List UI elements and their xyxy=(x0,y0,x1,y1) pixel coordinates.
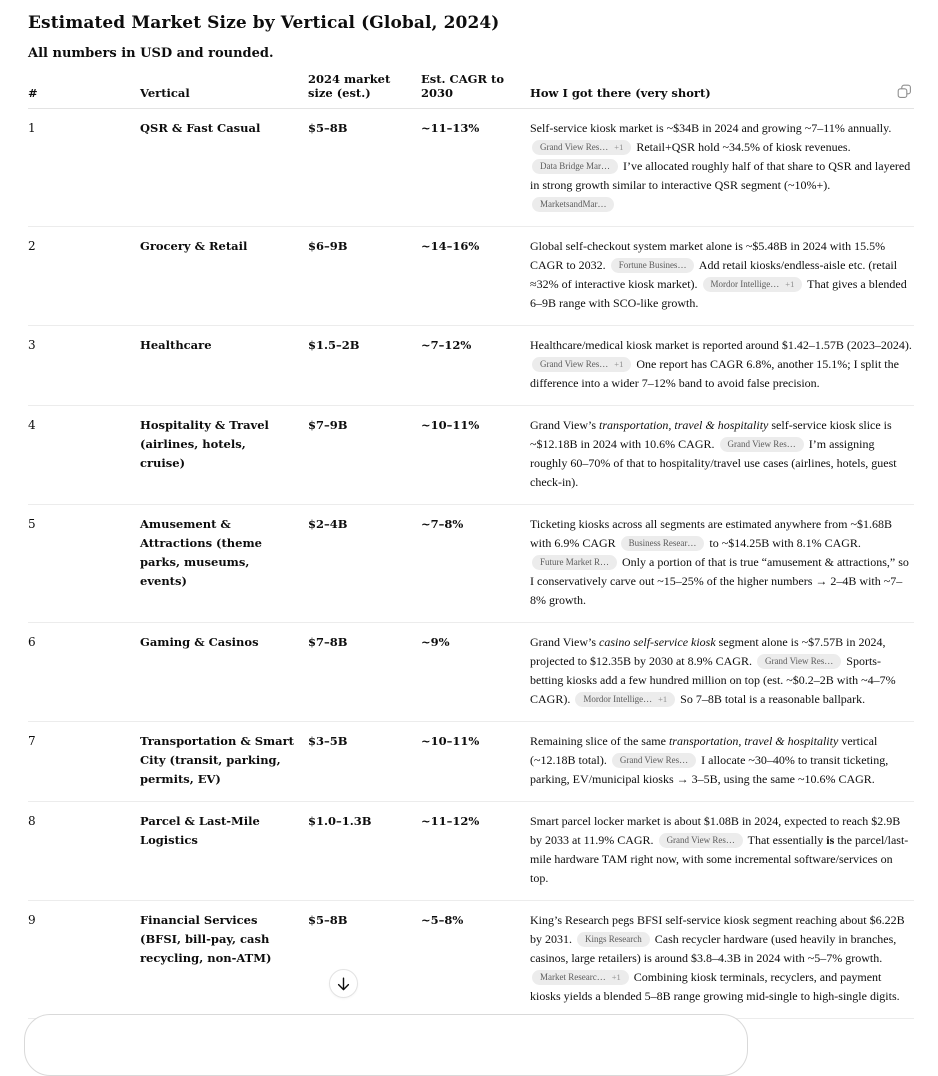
row-number: 9 xyxy=(28,901,140,1019)
commentary-cell: Global self-checkout system market alone is ~$5.48B in 2024 with 15.5% CAGR to 2032. Fortune Busines… Add retail kiosks/endless-aisle etc. (retail ≈32% of interactive kiosk market). Mordor Intellige… +1 That gives a blended 6–9B range with SCO-like growth. xyxy=(530,227,914,326)
citation-badge[interactable] xyxy=(720,437,804,452)
italic-term: transportation, travel & hospitality xyxy=(599,418,769,432)
row-number: 4 xyxy=(28,406,140,505)
commentary-cell: Smart parcel locker market is about $1.08B in 2024, expected to reach $2.9B by 2033 at 11.9% CAGR. Grand View Res… That essentially is the parcel/last-mile hardware TAM right now, with some incremental software/services on top. xyxy=(530,802,914,901)
col-header-vertical: Vertical xyxy=(140,68,308,109)
citation-source-label: Grand View Res… xyxy=(727,439,796,449)
citation-source-label: Grand View Res… xyxy=(540,359,609,369)
market-size-value: $1.5–2B xyxy=(308,326,421,406)
vertical-name: QSR & Fast Casual xyxy=(140,109,308,227)
cagr-value: ~11–12% xyxy=(421,802,530,901)
citation-badge[interactable] xyxy=(575,692,675,707)
citation-source-label: Grand View Res… xyxy=(619,755,689,765)
page-subtitle: All numbers in USD and rounded. xyxy=(28,46,274,61)
vertical-name: Hospitality & Travel (airlines, hotels, cruise) xyxy=(140,406,308,505)
cagr-value: ~7–12% xyxy=(421,326,530,406)
table-row xyxy=(28,722,914,802)
cagr-value: ~11–13% xyxy=(421,109,530,227)
citation-source-label: Mordor Intellige… xyxy=(583,694,653,704)
composer-box[interactable] xyxy=(24,1014,748,1076)
italic-term: transportation, travel & hospitality xyxy=(668,734,839,748)
citation-badge[interactable] xyxy=(621,536,705,551)
citation-source-label: Kings Research xyxy=(585,934,642,944)
table-row xyxy=(28,901,914,1019)
citation-source-label: Business Resear… xyxy=(628,538,697,548)
commentary-cell: Healthcare/medical kiosk market is reported around $1.42–1.57B (2023–2024). Grand View Res… +1 One report has CAGR 6.8%, another 15.1%; I split the difference into a wider 7–12% band to avoid false precision. xyxy=(530,326,914,406)
table-row xyxy=(28,623,914,722)
market-size-value: $5–8B xyxy=(308,109,421,227)
vertical-name: Grocery & Retail xyxy=(140,227,308,326)
arrow-down-icon xyxy=(337,977,350,991)
citation-source-label: Market Researc… xyxy=(540,972,606,982)
commentary-cell: Grand View’s casino self-service kiosk segment alone is ~$7.57B in 2024, projected to $12.35B by 2030 at 8.9% CAGR. Grand View Res… Sports-betting kiosks add a few hundred million on top (est. ~$0.2–2B with ~4–7% CAGR). Mordor Intellige… +1 So 7–8B total is a reasonable ballpark. xyxy=(530,623,914,722)
row-number: 6 xyxy=(28,623,140,722)
citation-source-label: Grand View Res… xyxy=(764,656,834,666)
col-header-methodology: How I got there (very short) xyxy=(530,68,914,109)
citation-source-label: Fortune Busines… xyxy=(618,260,687,270)
bold-term: is xyxy=(826,833,835,847)
citation-badge[interactable] xyxy=(612,753,696,768)
vertical-name: Gaming & Casinos xyxy=(140,623,308,722)
citation-badge[interactable] xyxy=(532,197,614,212)
commentary-cell: King’s Research pegs BFSI self-service kiosk segment reaching about $6.22B by 2031. Kings Research Cash recycler hardware (used heavily in branches, casinos, large retailers) is around $3.8–4.3B in 2024 with ~5–7% growth. Market Researc… +1 Combining kiosk terminals, recyclers, and payment kiosks yields a blended 5–8B range growing mid-single to high-single digits. xyxy=(530,901,914,1019)
row-number: 1 xyxy=(28,109,140,227)
table-row xyxy=(28,505,914,623)
citation-badge[interactable] xyxy=(532,357,631,372)
scroll-to-bottom-button[interactable] xyxy=(329,969,358,998)
copy-icon xyxy=(897,84,912,99)
table-body xyxy=(28,109,914,1019)
row-number: 2 xyxy=(28,227,140,326)
citation-badge[interactable] xyxy=(532,140,631,155)
citation-extra-count: +1 xyxy=(614,142,624,152)
citation-extra-count: +1 xyxy=(614,359,624,369)
table-row xyxy=(28,326,914,406)
citation-extra-count: +1 xyxy=(611,972,621,982)
citation-source-label: MarketsandMar… xyxy=(540,199,607,209)
table-row xyxy=(28,227,914,326)
cagr-value: ~7–8% xyxy=(421,505,530,623)
citation-badge[interactable] xyxy=(703,277,803,292)
vertical-name: Healthcare xyxy=(140,326,308,406)
cagr-value: ~10–11% xyxy=(421,722,530,802)
market-size-value: $1.0–1.3B xyxy=(308,802,421,901)
citation-badge[interactable] xyxy=(532,159,618,174)
page-title: Estimated Market Size by Vertical (Global, 2024) xyxy=(28,13,500,33)
table-row xyxy=(28,802,914,901)
row-number: 3 xyxy=(28,326,140,406)
row-number: 8 xyxy=(28,802,140,901)
col-header-cagr: Est. CAGR to 2030 xyxy=(421,68,530,109)
market-table xyxy=(28,68,914,1019)
citation-badge[interactable] xyxy=(659,833,743,848)
market-size-value: $6–9B xyxy=(308,227,421,326)
market-size-value: $7–9B xyxy=(308,406,421,505)
citation-source-label: Future Market R… xyxy=(540,557,609,567)
cagr-value: ~10–11% xyxy=(421,406,530,505)
row-number: 5 xyxy=(28,505,140,623)
commentary-cell: Grand View’s transportation, travel & hospitality self-service kiosk slice is ~$12.18B in 2024 with 10.6% CAGR. Grand View Res… I’m assigning roughly 60–70% of that to hospitality/travel use cases (airlines, hotels, guest check-in). xyxy=(530,406,914,505)
table-row xyxy=(28,406,914,505)
vertical-name: Financial Services (BFSI, bill-pay, cash recycling, non-ATM) xyxy=(140,901,308,1019)
copy-table-button[interactable] xyxy=(895,82,913,100)
table-row xyxy=(28,109,914,227)
commentary-cell: Remaining slice of the same transportation, travel & hospitality vertical (~12.18B total). Grand View Res… I allocate ~30–40% to transit ticketing, parking, EV/municipal kiosks → 3–5B, using the same ~10.6% CAGR. xyxy=(530,722,914,802)
citation-badge[interactable] xyxy=(532,555,617,570)
vertical-name: Amusement & Attractions (theme parks, museums, events) xyxy=(140,505,308,623)
citation-badge[interactable] xyxy=(611,258,695,273)
citation-source-label: Grand View Res… xyxy=(666,835,735,845)
citation-badge[interactable] xyxy=(532,970,629,985)
row-number: 7 xyxy=(28,722,140,802)
italic-term: casino self-service kiosk xyxy=(599,635,716,649)
commentary-cell: Ticketing kiosks across all segments are estimated anywhere from ~$1.68B with 6.9% CAGR Business Resear… to ~$14.25B with 8.1% CAGR. Future Market R… Only a portion of that is true “amusement & attractions,” so I conservatively carve out ~15–25% of the higher numbers → 2–4B with ~7–8% growth. xyxy=(530,505,914,623)
header-row xyxy=(28,68,914,109)
market-size-value: $2–4B xyxy=(308,505,421,623)
citation-badge[interactable] xyxy=(757,654,841,669)
col-header-market-size: 2024 market size (est.) xyxy=(308,68,421,109)
col-header-number: # xyxy=(28,68,140,109)
commentary-cell: Self-service kiosk market is ~$34B in 2024 and growing ~7–11% annually. Grand View Res… +1 Retail+QSR hold ~34.5% of kiosk revenues. Data Bridge Mar… I’ve allocated roughly half of that share to QSR and layered in strong growth similar to interactive QSR segment (~10%+). MarketsandMar… xyxy=(530,109,914,227)
citation-source-label: Data Bridge Mar… xyxy=(540,161,610,171)
cagr-value: ~9% xyxy=(421,623,530,722)
market-size-value: $5–8B xyxy=(308,901,421,1019)
market-table-container xyxy=(28,68,914,1019)
citation-extra-count: +1 xyxy=(658,694,668,704)
citation-badge[interactable] xyxy=(577,932,650,947)
citation-extra-count: +1 xyxy=(785,279,795,289)
market-size-value: $3–5B xyxy=(308,722,421,802)
citation-source-label: Mordor Intellige… xyxy=(710,279,780,289)
market-size-value: $7–8B xyxy=(308,623,421,722)
cagr-value: ~14–16% xyxy=(421,227,530,326)
vertical-name: Transportation & Smart City (transit, parking, permits, EV) xyxy=(140,722,308,802)
vertical-name: Parcel & Last-Mile Logistics xyxy=(140,802,308,901)
cagr-value: ~5–8% xyxy=(421,901,530,1019)
citation-source-label: Grand View Res… xyxy=(540,142,609,152)
